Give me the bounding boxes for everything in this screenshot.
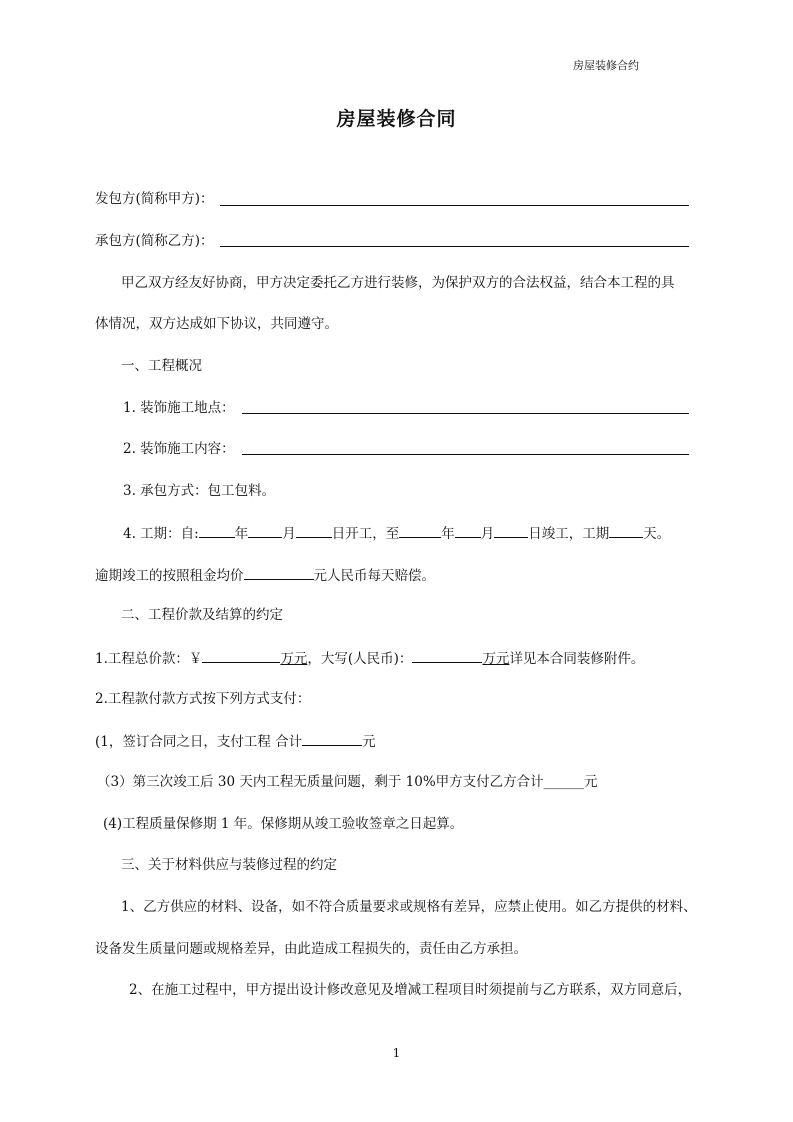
section-2-heading: 二、工程价款及结算的约定 [121,607,283,623]
payment-1-amount-blank[interactable] [302,731,362,746]
running-header: 房屋装修合约 [573,59,639,72]
payment-3-amount-blank[interactable]: ______ [543,774,585,790]
payment-1-prefix: (1，签订合同之日，支付工程 合计 [95,734,303,750]
warranty-line: (4)工程质量保修期 1 年。保修期从竣工验收签章之日起算。 [103,816,464,832]
total-price-blank[interactable] [202,648,280,663]
work-content-label: 2. 装饰施工内容： [123,441,235,457]
end-year-blank[interactable] [399,523,441,538]
party-a-field[interactable] [220,205,689,206]
design-change-line-1: 2、在施工过程中，甲方提出设计修改意见及增减工程项目时须提前与乙方联系，双方同意后， [129,982,692,998]
duration-blank[interactable] [609,523,643,538]
site-location-label: 1. 装饰施工地点： [123,400,235,416]
party-b-label: 承包方(简称乙方)： [95,233,214,249]
total-price-unit: 万元 [280,651,308,667]
materials-para-line-2: 设备发生质量问题或规格差异，由此造成工程损失的，责任由乙方承担。 [95,941,527,957]
uppercase-amount-blank[interactable] [412,648,482,663]
payment-1-suffix: 元 [362,734,376,750]
end-month-blank[interactable] [455,523,481,538]
penalty-amount-blank[interactable] [244,565,314,580]
party-a-label: 发包方(简称甲方)： [95,191,214,207]
intro-line-2: 体情况，双方达成如下协议，共同遵守。 [95,316,338,332]
total-price-uppercase-label: ，大写(人民币)： [307,651,413,667]
total-price-suffix: 详见本合同装修附件。 [509,651,645,667]
year-label: 年 [234,526,249,542]
party-b-field[interactable] [220,246,689,247]
penalty-line [95,565,435,585]
schedule-prefix: 4. 工期：自: [123,526,199,542]
uppercase-unit: 万元 [482,651,510,667]
work-content-field[interactable] [242,454,689,455]
total-price-prefix: 1.工程总价款：￥ [95,651,203,667]
penalty-suffix: 元人民币每天赔偿。 [313,568,435,584]
document-title: 房屋装修合同 [336,108,457,130]
page-number: 1 [392,1046,401,1060]
payment-3-line [97,773,598,791]
materials-para-line-1: 1、乙方供应的材料、设备，如不符合质量要求或规格有差异，应禁止使用。如乙方提供的材料、 [121,899,697,915]
month-label-2: 月 [480,526,495,542]
start-day-blank[interactable] [296,523,332,538]
payment-1-line [95,731,376,751]
site-location-field[interactable] [242,413,689,414]
end-day-blank[interactable] [494,523,528,538]
total-price-line [95,648,644,668]
section-3-heading: 三、关于材料供应与装修过程的约定 [121,857,337,873]
payment-method: 2.工程款付款方式按下列方式支付： [95,691,311,707]
contract-mode: 3. 承包方式：包工包料。 [123,483,276,499]
intro-line-1: 甲乙双方经友好协商，甲方决定委托乙方进行装修，为保护双方的合法权益，结合本工程的具 [121,275,675,291]
month-label: 月 [282,526,296,542]
year-label-2: 年 [441,526,455,542]
schedule-line [123,523,670,543]
end-label: 日竣工，工期 [528,526,610,542]
section-1-heading: 一、工程概况 [121,358,202,374]
start-month-blank[interactable] [248,523,282,538]
start-label: 日开工，至 [331,526,400,542]
penalty-prefix: 逾期竣工的按照租金均价 [95,568,244,584]
payment-3-suffix: 元 [584,774,598,790]
days-label: 天。 [643,526,671,542]
start-year-blank[interactable] [199,523,235,538]
payment-3-prefix: （3）第三次竣工后 30 天内工程无质量问题，剩于 10%甲方支付乙方合计 [97,774,544,790]
